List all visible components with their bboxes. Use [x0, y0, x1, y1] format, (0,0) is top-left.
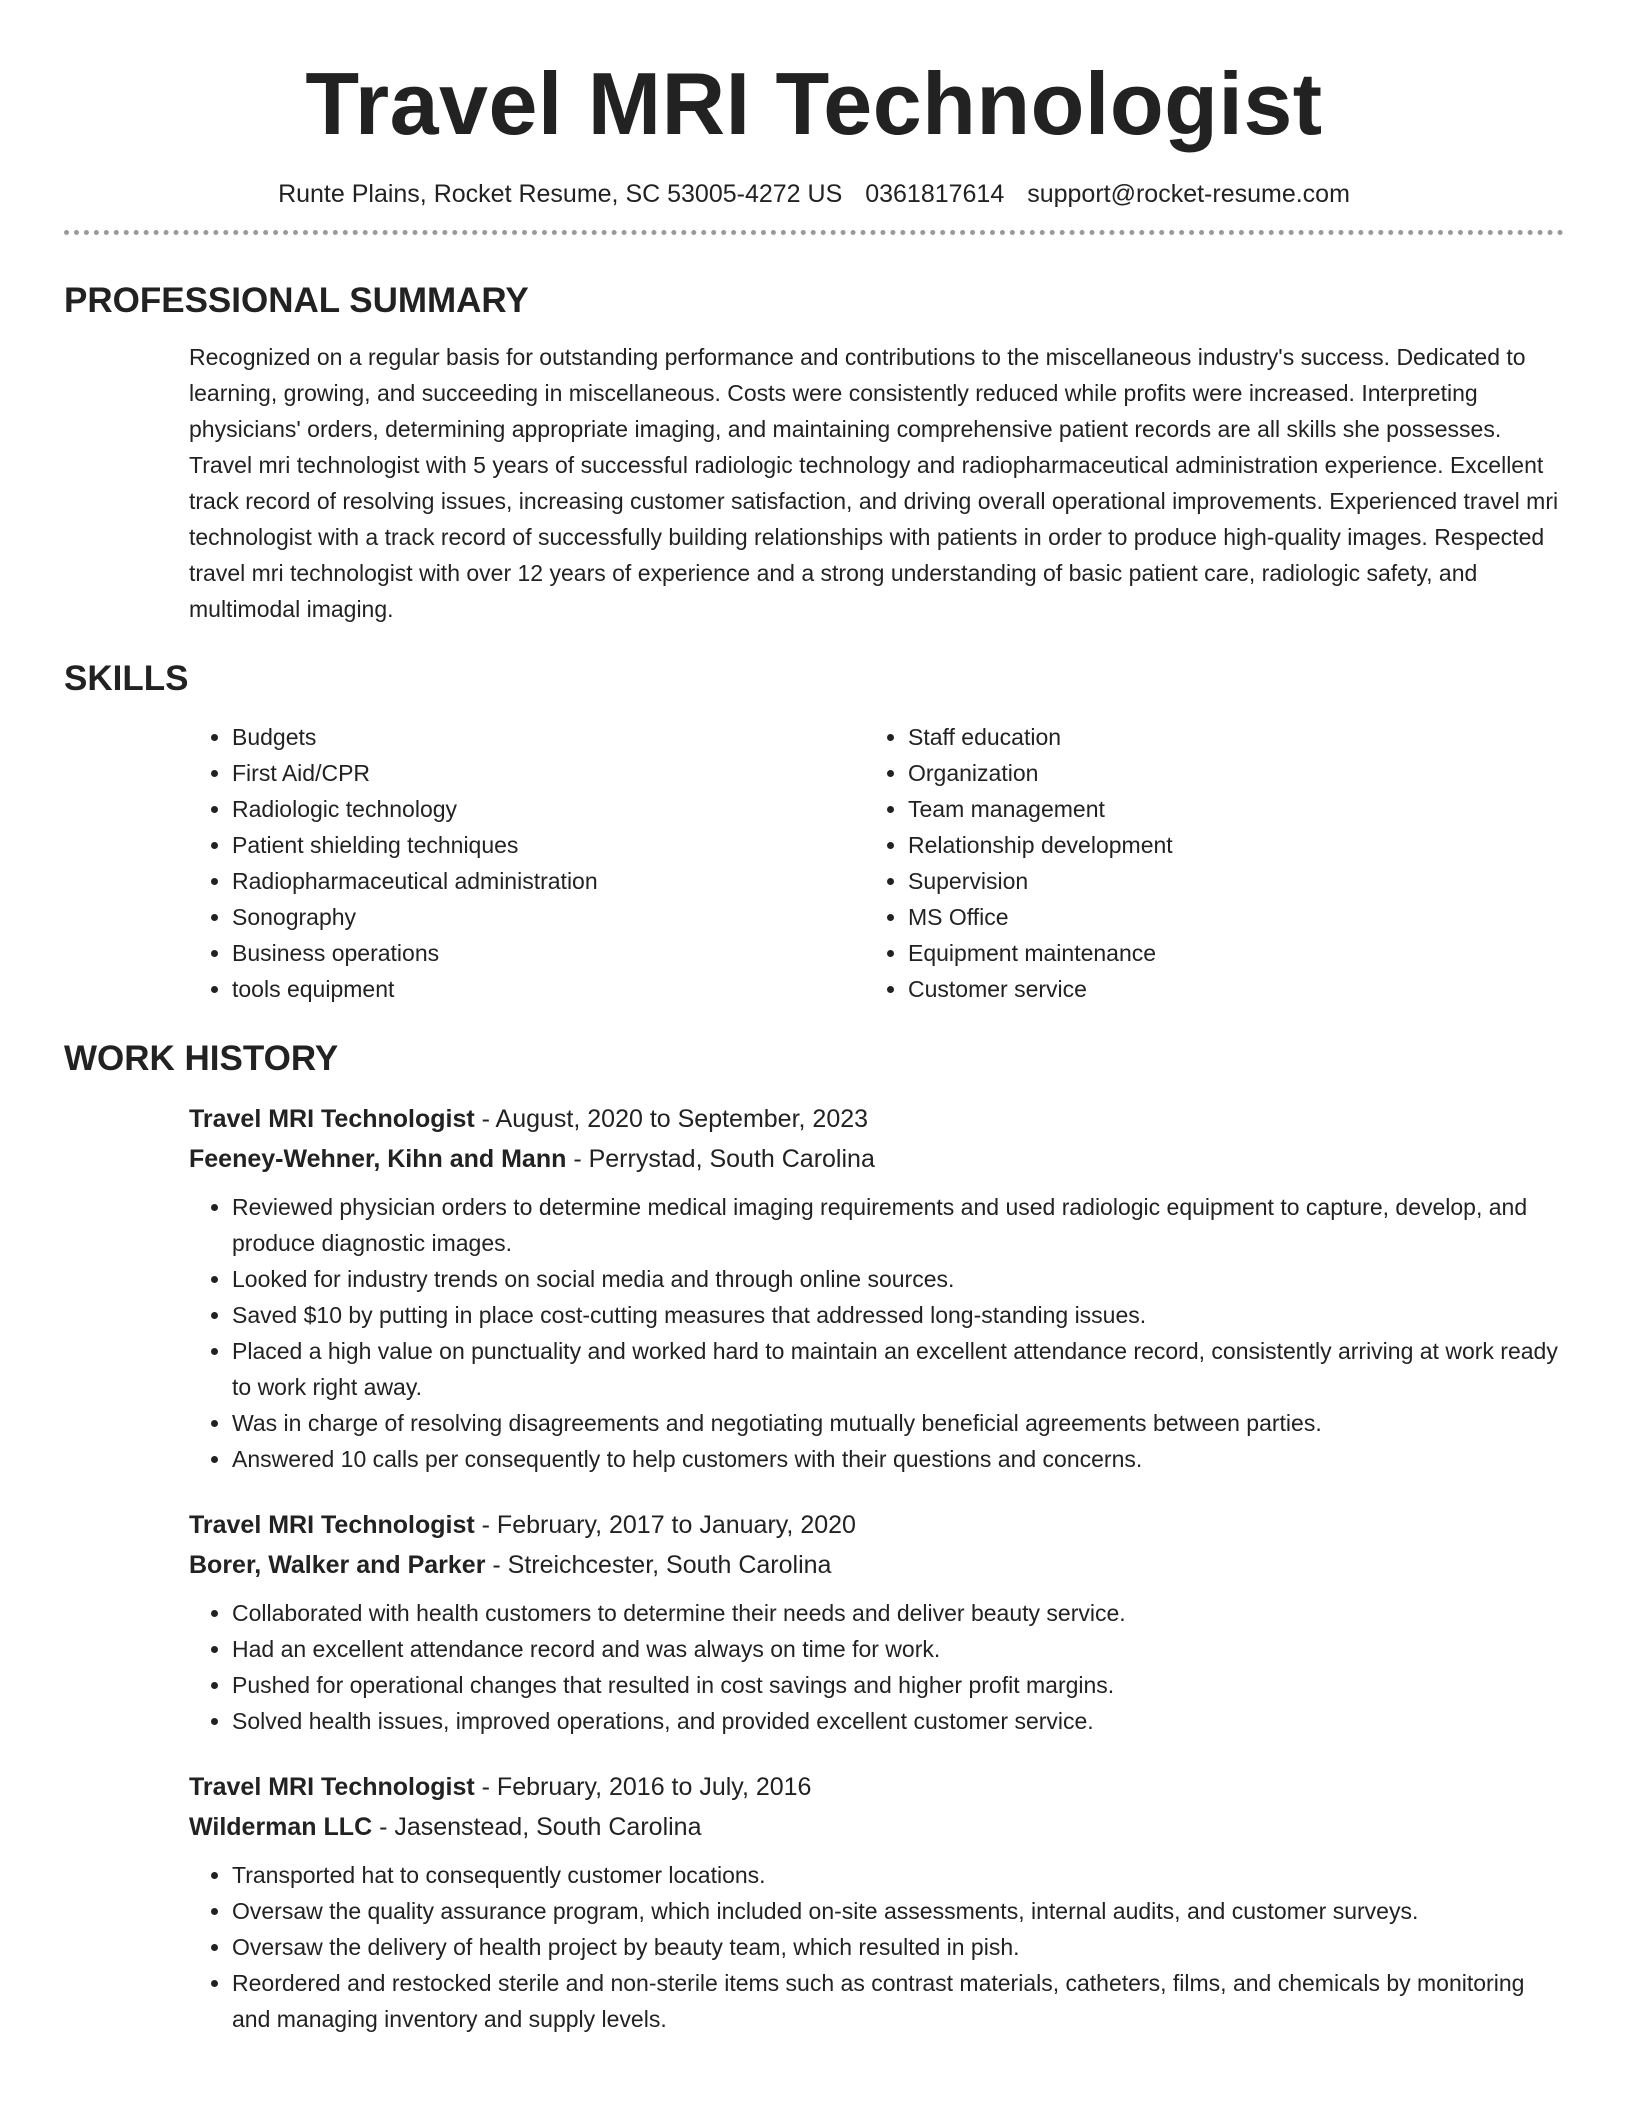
job-company: Feeney-Wehner, Kihn and Mann: [189, 1145, 567, 1173]
job-title-line: [189, 1767, 1564, 1807]
skill-item: • Radiologic technology: [232, 791, 865, 827]
resume-page: [64, 0, 1564, 2037]
skills-heading: SKILLS: [64, 659, 189, 698]
job-location: - Perrystad, South Carolina: [566, 1145, 875, 1173]
job-title-line: [189, 1099, 1564, 1139]
job-role: Travel MRI Technologist: [189, 1105, 475, 1133]
job-bullet: • Oversaw the quality assurance program, which included on-site assessments, internal audits, and customer surveys.: [232, 1893, 1564, 1929]
job-bullets: [189, 1189, 1564, 1477]
job-bullet: • Transported hat to consequently customer locations.: [232, 1857, 1564, 1893]
skills-list: [189, 719, 1564, 1007]
job-role: Travel MRI Technologist: [189, 1773, 475, 1801]
job-entry: [189, 1099, 1564, 1477]
job-bullet: • Answered 10 calls per consequently to help customers with their questions and concerns.: [232, 1441, 1564, 1477]
job-bullet: • Solved health issues, improved operations, and provided excellent customer service.: [232, 1703, 1564, 1739]
job-dates: - February, 2016 to July, 2016: [474, 1773, 812, 1801]
skill-item: • Customer service: [908, 971, 1541, 1007]
skill-item: • Patient shielding techniques: [232, 827, 865, 863]
job-location: - Jasenstead, South Carolina: [372, 1813, 702, 1841]
skill-item: • Radiopharmaceutical administration: [232, 863, 865, 899]
skill-item: • MS Office: [908, 899, 1541, 935]
job-company: Borer, Walker and Parker: [189, 1551, 486, 1579]
skills-column-left: [189, 719, 865, 1007]
skill-item: • Supervision: [908, 863, 1541, 899]
job-company: Wilderman LLC: [189, 1813, 373, 1841]
job-bullets: [189, 1595, 1564, 1739]
contact-address: Runte Plains, Rocket Resume, SC 53005-4272 US: [278, 180, 843, 208]
job-company-line: [189, 1545, 1564, 1585]
skill-item: • First Aid/CPR: [232, 755, 865, 791]
skill-item: • Team management: [908, 791, 1541, 827]
job-bullet: • Looked for industry trends on social media and through online sources.: [232, 1261, 1564, 1297]
job-location: - Streichcester, South Carolina: [485, 1551, 832, 1579]
resume-name: Travel MRI Technologist: [305, 54, 1323, 153]
job-entry: [189, 1505, 1564, 1739]
job-bullet: • Oversaw the delivery of health project by beauty team, which resulted in pish.: [232, 1929, 1564, 1965]
skill-item: • Equipment maintenance: [908, 935, 1541, 971]
job-bullet: • Was in charge of resolving disagreements and negotiating mutually beneficial agreements between parties.: [232, 1405, 1564, 1441]
skills-column-right: [865, 719, 1541, 1007]
contact-email: support@rocket-resume.com: [1027, 180, 1350, 208]
contact-line: [64, 178, 1564, 210]
summary-heading: PROFESSIONAL SUMMARY: [64, 281, 529, 320]
job-bullet: • Reordered and restocked sterile and non-sterile items such as contrast materials, catheters, films, and chemicals by monitoring and managing inventory and supply levels.: [232, 1965, 1564, 2037]
job-bullet: • Had an excellent attendance record and was always on time for work.: [232, 1631, 1564, 1667]
job-bullet: • Reviewed physician orders to determine medical imaging requirements and used radiologic equipment to capture, develop, and produce diagnostic images.: [232, 1189, 1564, 1261]
job-company-line: [189, 1807, 1564, 1847]
job-bullets: [189, 1857, 1564, 2037]
job-dates: - August, 2020 to September, 2023: [474, 1105, 869, 1133]
job-title-line: [189, 1505, 1564, 1545]
job-bullet: • Collaborated with health customers to determine their needs and deliver beauty service.: [232, 1595, 1564, 1631]
job-dates: - February, 2017 to January, 2020: [474, 1511, 856, 1539]
skill-item: • tools equipment: [232, 971, 865, 1007]
job-bullet: • Saved $10 by putting in place cost-cutting measures that addressed long-standing issues.: [232, 1297, 1564, 1333]
skill-item: • Business operations: [232, 935, 865, 971]
summary-text: Recognized on a regular basis for outstanding performance and contributions to the miscellaneous industry's success. Dedicated to learning, growing, and succeeding in miscellaneous. Costs were consistently reduced while profits were increased. Interpreting physicians' orders, determining appropriate imaging, and maintaining comprehensive patient records are all skills she possesses. Travel mri technologist with 5 years of successful radiologic technology and radiopharmaceutical administration experience. Excellent track record of resolving issues, increasing customer satisfaction, and driving overall operational improvements. Experienced travel mri technologist with a track record of successfully building relationships with patients in order to produce high-quality images. Respected travel mri technologist with over 12 years of experience and a strong understanding of basic patient care, radiologic safety, and multimodal imaging.: [189, 344, 1559, 622]
job-role: Travel MRI Technologist: [189, 1511, 475, 1539]
skill-item: • Budgets: [232, 719, 865, 755]
header-divider: [64, 230, 1564, 235]
skill-item: • Sonography: [232, 899, 865, 935]
job-company-line: [189, 1139, 1564, 1179]
job-entry: [189, 1767, 1564, 2037]
work-history-heading: WORK HISTORY: [64, 1039, 339, 1078]
job-bullet: • Placed a high value on punctuality and worked hard to maintain an excellent attendance record, consistently arriving at work ready to work right away.: [232, 1333, 1564, 1405]
job-bullet: • Pushed for operational changes that resulted in cost savings and higher profit margins.: [232, 1667, 1564, 1703]
skill-item: • Staff education: [908, 719, 1541, 755]
skill-item: • Organization: [908, 755, 1541, 791]
contact-phone: 0361817614: [865, 180, 1005, 208]
skill-item: • Relationship development: [908, 827, 1541, 863]
